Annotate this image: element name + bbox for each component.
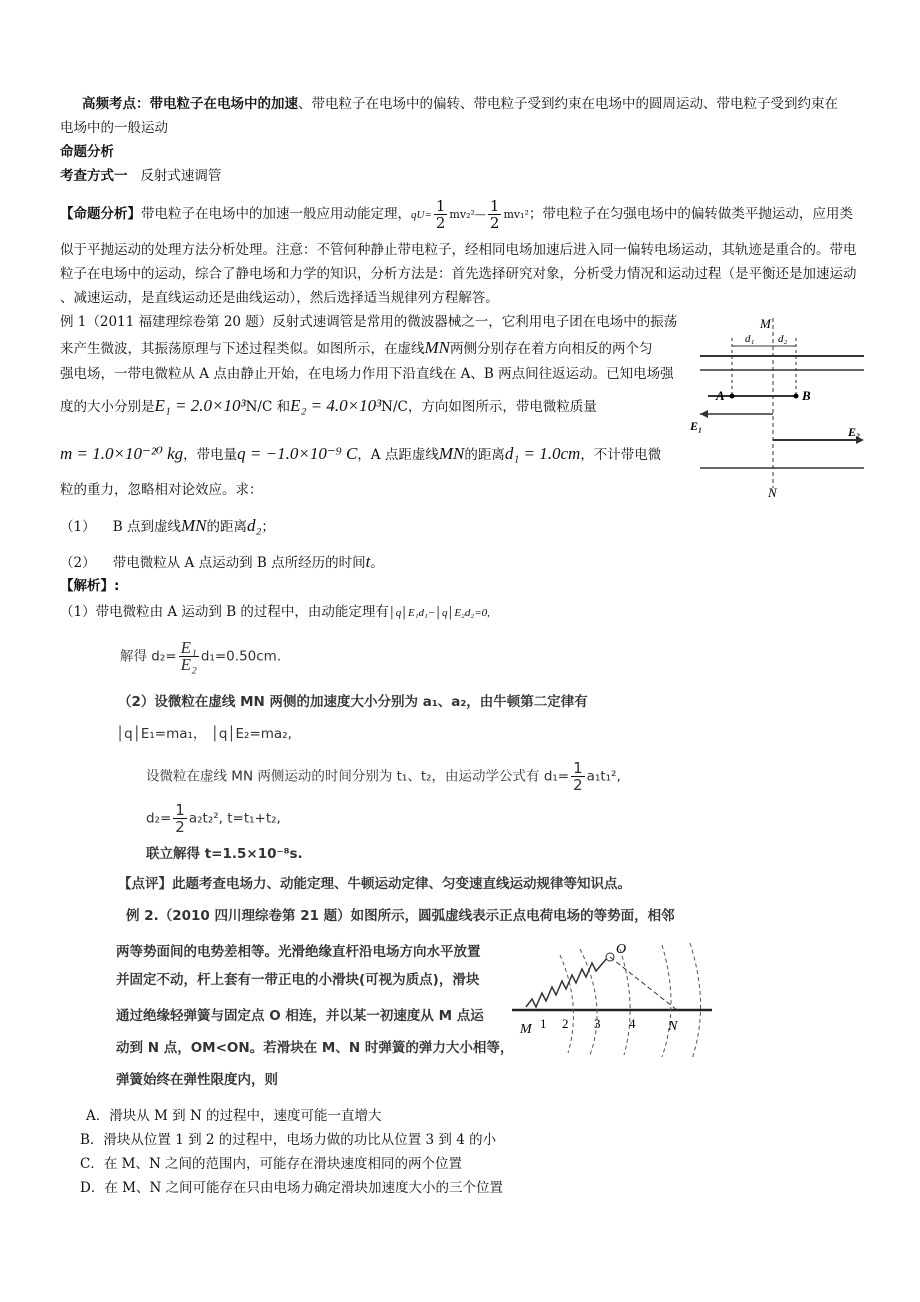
example2-line1: 例 2.（2010 四川理综卷第 21 题）如图所示，圆弧虚线表示正点电荷电场的等势面，相邻 <box>126 908 675 924</box>
key-bold: 带电粒子在电场中的加速 <box>149 96 298 112</box>
equipotential-3 <box>620 949 630 1055</box>
solution-part1 <box>60 600 865 625</box>
fig1-label-a: A <box>716 388 725 403</box>
example2-line5: 动到 N 点，OM<ON。若滑块在 M、N 时弹簧的弹力大小相等， <box>116 1040 514 1056</box>
solve-d2 <box>120 640 920 673</box>
solution-part2: （2）设微粒在虚线 MN 两侧的加速度大小分别为 a₁、a₂，由牛顿第二定律有 <box>118 694 588 710</box>
fig2-label-1: 1 <box>540 1016 547 1031</box>
formula-mv2: mv₂²— <box>449 208 486 221</box>
t-symbol: t <box>365 552 371 571</box>
e1-arrow <box>700 410 708 418</box>
mn-symbol: MN <box>424 338 450 357</box>
mn-symbol: MN <box>438 444 465 463</box>
example1-line5 <box>60 442 680 467</box>
example1-line2 <box>60 336 680 361</box>
ex1-l5c: 的距离 <box>464 447 505 463</box>
example2-line4: 通过绝缘轻弹簧与固定点 O 相连，并以某一初速度从 M 点运 <box>116 1008 484 1024</box>
ex1-l5a: ，带电量 <box>183 447 238 463</box>
result-eq: 联立解得 t=1.5×10⁻⁸s. <box>146 846 303 862</box>
ex1-l5b: ，A 点距虚线 <box>357 447 439 463</box>
frac-e1: E₁ <box>180 638 197 657</box>
q2-number: （2） <box>60 555 96 571</box>
frac-e2: E₂ <box>180 655 197 674</box>
d2-symbol: d₂ <box>246 516 262 535</box>
mn-symbol: MN <box>180 516 207 535</box>
fig2-label-4: 4 <box>629 1016 636 1031</box>
fraction-half-4 <box>173 802 187 835</box>
q1-end: 的距离 <box>206 519 247 535</box>
option-a: A．滑块从 M 到 N 的过程中，速度可能一直增大 <box>86 1108 382 1124</box>
fig1-label-e2: E₂ <box>848 425 861 439</box>
question-2: （2） 带电微粒从 A 点运动到 B 点所经历的时间t。 <box>60 552 384 571</box>
equipotential-4 <box>662 945 671 1057</box>
fig1-label-e1: E₁ <box>690 419 703 433</box>
analysis-tag: 【命题分析】 <box>60 206 141 222</box>
newton-eq: │q│E₁=ma₁， │q│E₂=ma₂, <box>116 726 292 742</box>
frac-num: 1 <box>573 759 583 777</box>
ex1-l4b: N/C 和 <box>245 399 291 415</box>
analysis-text-b: ；带电粒子在匀强电场中的偏转做类平抛运动，应用类 <box>528 206 853 222</box>
option-d: D．在 M、N 之间可能存在只由电场力确定滑块加速度大小的三个位置 <box>80 1180 504 1196</box>
frac-den: 2 <box>573 776 583 794</box>
formula-mv1: mv₁² <box>503 208 529 221</box>
key-label: 高频考点： <box>82 96 150 112</box>
ex1-l4c: N/C，方向如图所示，带电微粒质量 <box>381 399 597 415</box>
sol-p1-text: （1）带电微粒由 A 运动到 B 的过程中，由动能定理有 <box>60 604 389 620</box>
method-label: 考查方式一 <box>60 168 128 184</box>
ex1-l4a: 度的大小分别是 <box>60 399 155 415</box>
example2-line3: 并固定不动，杆上套有一带正电的小滑块(可视为质点)，滑块 <box>116 972 480 988</box>
fig1-label-d2: d₂ <box>778 333 788 345</box>
comment: 【点评】此题考查电场力、动能定理、牛顿运动定律、匀变速直线运动规律等知识点。 <box>118 876 631 892</box>
fig2-label-o: O <box>616 942 627 957</box>
question-1: （1） B 点到虚线MN的距离d₂； <box>60 516 275 535</box>
d1-value: d₁ = 1.0cm <box>504 444 581 463</box>
frac-den: 2 <box>489 214 500 232</box>
fig2-label-m: M <box>520 1022 532 1037</box>
key-line2: 电场中的一般运动 <box>60 120 168 136</box>
time2-b: a₂t₂², t=t₁+t₂, <box>188 810 281 827</box>
q1-number: （1） <box>60 519 96 535</box>
solve1-text: 解得 d₂= <box>120 648 177 665</box>
example1-line4 <box>60 394 680 419</box>
time1-b: a₁t₁², <box>586 768 621 785</box>
method-name: 反射式速调管 <box>140 168 222 184</box>
example2-line6: 弹簧始终在弹性限度内，则 <box>116 1072 278 1088</box>
time-eq2 <box>146 802 920 835</box>
fig1-label-d1: d₁ <box>745 333 755 345</box>
ex1-text: 来产生微波，其振荡原理与下述过程类似。如图所示，在虚线 <box>60 341 425 357</box>
fig2-label-n: N <box>668 1019 678 1034</box>
time2-a: d₂= <box>146 810 172 827</box>
solve1-b: d₁=0.50cm. <box>200 648 282 665</box>
formula-qu: qU= <box>411 209 432 221</box>
time1-text: 设微粒在虚线 MN 两侧运动的时间分别为 t₁、t₂，由运动学公式有 d₁= <box>146 768 570 785</box>
charge-value: q = −1.0×10⁻⁹ C <box>237 444 358 463</box>
option-b: B．滑块从位置 1 到 2 的过程中，电场力做的功比从位置 3 到 4 的小 <box>80 1132 497 1148</box>
analysis-line4: 、减速运动，是直线运动还是曲线运动），然后选择适当规律列方程解答。 <box>60 290 499 306</box>
fig1-label-b: B <box>802 388 811 403</box>
analysis-line2: 似于平抛运动的处理方法分析处理。注意：不管何种静止带电粒子，经相同电场加速后进入同一偏转电场运动，其轨迹是重合的。带电 <box>60 242 857 258</box>
solution-tag: 【解析】: <box>60 578 120 594</box>
frac-num: 1 <box>489 197 500 215</box>
on-dashed <box>610 957 677 1010</box>
analysis-line1 <box>60 198 865 231</box>
point-b <box>794 394 799 399</box>
ex1-l5d: ，不计带电微 <box>580 447 662 463</box>
key-rest: 、带电粒子在电场中的偏转、带电粒子受到约束在电场中的圆周运动、带电粒子受到约束在 <box>298 96 838 112</box>
example2-line2: 两等势面间的电势差相等。光滑绝缘直杆沿电场方向水平放置 <box>116 944 481 960</box>
fraction-e1-e2 <box>179 640 199 673</box>
figure-field-diagram <box>688 308 878 498</box>
ex1-text-b: 两侧分别存在着方向相反的两个匀 <box>450 341 653 357</box>
key-points <box>82 92 887 116</box>
time-eq1 <box>146 760 920 793</box>
frac-num: 1 <box>175 801 185 819</box>
e1-value: E₁ = 2.0×10³ <box>154 396 246 415</box>
q1-text: B 点到虚线 <box>112 519 181 535</box>
analysis-title: 命题分析 <box>60 144 114 160</box>
frac-den: 2 <box>175 818 185 836</box>
q2-text: 带电微粒从 A 点运动到 B 点所经历的时间 <box>112 555 366 571</box>
fraction-half-3 <box>571 760 585 793</box>
e2-value: E₂ = 4.0×10³ <box>290 396 382 415</box>
frac-den: 2 <box>435 214 446 232</box>
fraction-half-2 <box>488 198 502 231</box>
frac-num: 1 <box>435 197 446 215</box>
equipotential-5 <box>690 943 701 1059</box>
fig1-label-n: N <box>768 485 777 498</box>
equipotential-1 <box>560 955 573 1053</box>
method-heading <box>60 164 865 188</box>
option-c: C．在 M、N 之间的范围内，可能存在滑块速度相同的两个位置 <box>80 1156 463 1172</box>
fig1-label-m: M <box>760 316 771 331</box>
fig2-label-3: 3 <box>594 1016 601 1031</box>
fraction-half-1 <box>434 198 448 231</box>
spring <box>526 957 608 1007</box>
fig2-label-2: 2 <box>562 1016 569 1031</box>
example1-line1: 例 1（2011 福建理综卷第 20 题）反射式速调管是常用的微波器械之一，它利用电子团在电场中的振荡 <box>60 314 678 330</box>
equipotential-2 <box>580 949 597 1055</box>
example1-line6: 粒的重力，忽略相对论效应。求： <box>60 482 263 498</box>
mass-value: m = 1.0×10⁻²⁰ kg <box>60 444 184 463</box>
figure-spring-diagram <box>512 935 712 1060</box>
analysis-line3: 粒子在电场中的运动，综合了静电场和力学的知识，分析方法是：首先选择研究对象，分析受力情况和运动过程（是平衡还是加速运动 <box>60 266 857 282</box>
example1-line3: 强电场，一带电微粒从 A 点由静止开始，在电场力作用下沿直线在 A、B 两点间往返运动。已知电场强 <box>60 366 674 382</box>
point-a <box>730 394 735 399</box>
analysis-text-a: 带电粒子在电场中的加速一般应用动能定理， <box>141 206 411 222</box>
sol-p1-eq: │q│E₁d₁−│q│E₂d₂=0, <box>388 607 490 619</box>
